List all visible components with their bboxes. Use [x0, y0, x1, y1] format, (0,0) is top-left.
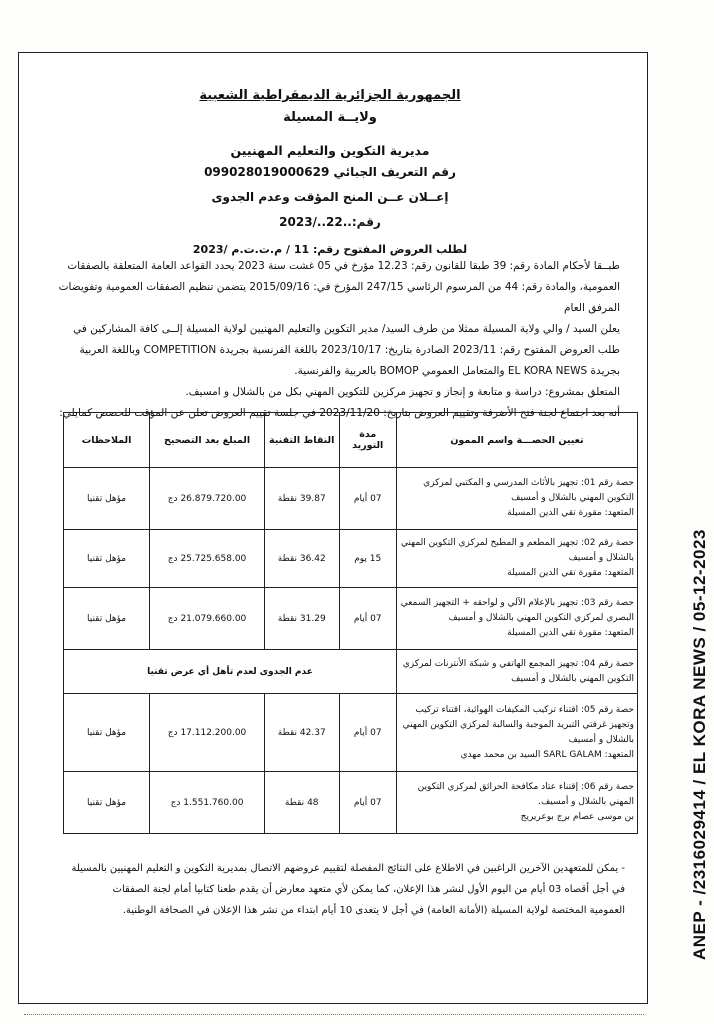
lot-cell — [396, 468, 637, 530]
directorate-heading: مديرية التكوين والتعليم المهنيين — [230, 143, 430, 158]
table-row — [64, 694, 638, 772]
lot-supplier: المتعهد: مقورة تقي الدين المسيلة — [507, 508, 634, 518]
duration-cell: 07 أيام — [339, 694, 396, 772]
note-cell: مؤهل تقنيا — [64, 468, 150, 530]
wilaya-heading: ولايــة المسيلة — [283, 110, 377, 125]
intro-line: طلب العروض المفتوح رقم: 2023/11 الصادرة بتاريخ: 2023/10/17 باللغة الفرنسية بجريدة COMPETITION وباللغة العربية — [79, 344, 620, 356]
col-lot: تعيين الحصـــة واسم الممون — [396, 413, 637, 468]
col-duration: مدة التوريد — [339, 413, 396, 468]
lot-supplier: بن موسى عصام برج بوعريريج — [520, 812, 634, 822]
lot-cell: حصة رقم 04: تجهيز المجمع الهاتفي و شبكة الأنترنات لمركزي التكوين المهني بالشلال و أمسيف — [396, 650, 637, 694]
intro-line: طبــقا لأحكام المادة رقم: 39 طبقا للقانون رقم: 12.23 مؤرخ في 05 غشت سنة 2023 يحدد القواعد العامة المتعلقة بالصفقات — [67, 260, 620, 272]
col-points: النقاط التقنية — [264, 413, 339, 468]
amount-cell: 1.551.760.00 دج — [150, 772, 265, 834]
page-edge-divider — [24, 1014, 644, 1019]
intro-paragraph — [30, 256, 620, 424]
intro-line: أنه بعد اجتماع لجنة فتح الأضرفة وتقييم العروض بتاريخ: 2023/11/20 في جلسة تقييم العروض تعلن عن المؤقت للحصص كمايلي: — [59, 407, 620, 419]
intro-line: المتعلق بمشروع: دراسة و متابعة و إنجاز و تجهيز مركزين للتكوين المهني بكل من بالشلال و امسيف. — [185, 386, 620, 398]
tender-type: لطلب العروض المفتوح رقم: 11 / م.ت.ت.م /2023 — [192, 243, 468, 256]
intro-line: العمومية، والمادة رقم: 44 من المرسوم الرئاسي 247/15 المؤرخ في: 2015/09/16 يتضمن تنظيم الصفقات العمومية وتفويضات المرفق العام — [58, 281, 620, 314]
points-cell: 42.37 نقطة — [264, 694, 339, 772]
duration-cell: 07 أيام — [339, 772, 396, 834]
lot-supplier: المتعهد: مقورة تقي الدين المسيلة — [507, 568, 634, 578]
table-row — [64, 530, 638, 588]
note-cell: مؤهل تقنيا — [64, 588, 150, 650]
points-cell: 39.87 نقطة — [264, 468, 339, 530]
lot-supplier: المتعهد: SARL GALAM السيد بن محمد مهدي — [460, 749, 634, 760]
lot-description: حصة رقم 01: تجهيز بالأثاث المدرسي و المكتبي لمركزي التكوين المهني بالشلال و أمسيف — [423, 478, 634, 503]
duration-cell: 07 أيام — [339, 468, 396, 530]
note-cell: مؤهل تقنيا — [64, 772, 150, 834]
amount-cell: 17.112.200.00 دج — [150, 694, 265, 772]
tax-id: رقم التعريف الجبائي 099028019000629 — [204, 165, 456, 179]
lot-cell — [396, 588, 637, 650]
lot-cell — [396, 772, 637, 834]
note-cell: مؤهل تقنيا — [64, 694, 150, 772]
table-row — [64, 588, 638, 650]
lot-cell — [396, 530, 637, 588]
points-cell: 36.42 نقطة — [264, 530, 339, 588]
lot-description: حصة رقم 06: إقتناء عتاد مكافحة الحرائق لمركزي التكوين المهني بالشلال و أمسيف. — [417, 782, 634, 807]
footer-line: العمومية المختصة لولاية المسيلة (الأمانة العامة) في أجل لا يتعدى 10 أيام ابتداء من نشر هذا الإعلان في الصحافة الوطنية. — [122, 905, 625, 916]
lot-description: حصة رقم 05: اقتناء تركيب المكيفات الهوائية، اقتناء تركيب وتجهيز غرفتي التبريد الموجبة والسالبة لمركزي التكوين المهني بالشلال و أمسيف — [402, 704, 634, 745]
side-stamp — [672, 490, 712, 990]
infructuous-cell: عدم الجدوى لعدم تأهل أي عرض تقنيا — [64, 650, 397, 694]
points-cell: 31.29 نقطة — [264, 588, 339, 650]
amount-cell: 26.879.720.00 دج — [150, 468, 265, 530]
col-amount: المبلغ بعد التصحيح — [150, 413, 265, 468]
republic-heading: الجمهورية الجزائرية الديمقراطية الشعبية — [199, 88, 461, 103]
duration-cell: 15 يوم — [339, 530, 396, 588]
intro-line: بجريدة EL KORA NEWS والمتعامل العمومي BOMOP بالعربية والفرنسية. — [294, 365, 620, 377]
lot-description: حصة رقم 03: تجهيز بالإعلام الآلي و لواحقه + التجهيز السمعي البصري لمركزي التكوين المهني بالشلال و أمسيف — [400, 598, 634, 623]
footer-paragraph — [30, 858, 625, 921]
note-cell: مؤهل تقنيا — [64, 530, 150, 588]
table-row — [64, 772, 638, 834]
notice-title: إعــلان عــن المنح المؤقت وعدم الجدوى — [211, 190, 449, 204]
results-table — [63, 412, 638, 834]
table-row — [64, 468, 638, 530]
col-notes: الملاحظات — [64, 413, 150, 468]
amount-cell: 25.725.658.00 دج — [150, 530, 265, 588]
lot-cell — [396, 694, 637, 772]
footer-line: في أجل أقصاه 03 أيام من اليوم الأول لنشر هذا الإعلان، كما يمكن لأي متعهد معارض أن يقدم طعنا كتابيا أمام لجنة الصفقات — [112, 884, 625, 895]
intro-line: يعلن السيد / والي ولاية المسيلة ممثلا من طرف السيد/ مدير التكوين والتعليم المهنيين لولاية المسيلة إلــى كافة المشاركين في — [73, 323, 620, 335]
points-cell: 48 نقطة — [264, 772, 339, 834]
amount-cell: 21.079.660.00 دج — [150, 588, 265, 650]
notice-number: رقم:..22../2023 — [279, 215, 381, 229]
footer-line: - يمكن للمتعهدين الآخرين الراغبين في الاطلاع على النتائج المفصلة لتقييم عروضهم الاتصال بمديرية التكوين و التعليم المهنيين بالمسيلة — [71, 863, 625, 874]
lot-description: حصة رقم 02: تجهيز المطعم و المطبخ لمركزي التكوين المهني بالشلال و أمسيف — [400, 538, 634, 563]
table-row — [64, 650, 638, 694]
duration-cell: 07 أيام — [339, 588, 396, 650]
table-header-row — [64, 413, 638, 468]
side-stamp-text: ANEP - /2316029414 / EL KORA NEWS / 05-12-2023 — [690, 529, 709, 960]
lot-supplier: المتعهد: مقورة تقي الدين المسيلة — [507, 628, 634, 638]
